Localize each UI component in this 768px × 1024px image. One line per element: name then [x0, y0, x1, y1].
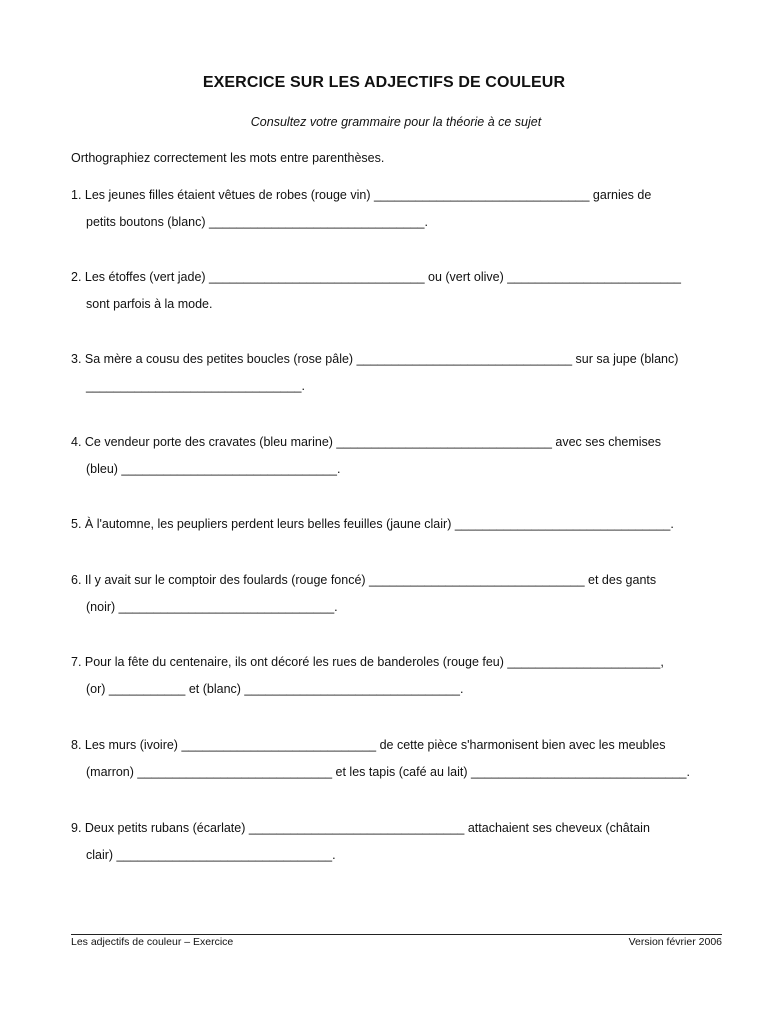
page-subtitle: Consultez votre grammaire pour la théorie à ce sujet: [250, 115, 542, 129]
exercise-line: 1. Les jeunes filles étaient vêtues de robes (rouge vin) _______________________________ garnies de: [71, 188, 652, 202]
exercise-line: 3. Sa mère a cousu des petites boucles (rose pâle) _______________________________ sur sa jupe (blanc): [71, 352, 679, 366]
exercise-line: 6. Il y avait sur le comptoir des foulards (rouge foncé) _______________________________ et des gants: [71, 573, 657, 587]
footer-left-text: Les adjectifs de couleur – Exercice: [71, 936, 234, 948]
exercise-line: _______________________________.: [86, 379, 305, 393]
exercise-line: (or) ___________ et (blanc) _______________________________.: [86, 682, 464, 696]
exercise-line: 5. À l'automne, les peupliers perdent leurs belles feuilles (jaune clair) _______________________________.: [71, 517, 674, 531]
exercise-line: (noir) _______________________________.: [86, 600, 338, 614]
page-footer: [71, 934, 722, 948]
exercise-line: petits boutons (blanc) _______________________________.: [86, 215, 428, 229]
exercise-line: 8. Les murs (ivoire) ____________________________ de cette pièce s'harmonisent bien avec les meubles: [71, 738, 666, 752]
footer-right-text: Version février 2006: [628, 936, 722, 948]
exercise-line: 9. Deux petits rubans (écarlate) _______________________________ attachaient ses cheveux (châtain: [71, 821, 650, 835]
exercise-line: (bleu) _______________________________.: [86, 462, 341, 476]
exercise-line: 4. Ce vendeur porte des cravates (bleu marine) _______________________________ avec ses chemises: [71, 435, 661, 449]
exercise-line: 7. Pour la fête du centenaire, ils ont décoré les rues de banderoles (rouge feu) ______________________,: [71, 655, 664, 669]
exercise-line: 2. Les étoffes (vert jade) _______________________________ ou (vert olive) _________________________: [71, 270, 682, 284]
exercise-line: (marron) ____________________________ et les tapis (café au lait) _______________________________.: [86, 765, 690, 779]
exercise-line: sont parfois à la mode.: [86, 297, 213, 311]
page-title: EXERCICE SUR LES ADJECTIFS DE COULEUR: [202, 74, 566, 91]
instruction-text: Orthographiez correctement les mots entre parenthèses.: [71, 151, 385, 165]
exercise-line: clair) _______________________________.: [86, 848, 336, 862]
